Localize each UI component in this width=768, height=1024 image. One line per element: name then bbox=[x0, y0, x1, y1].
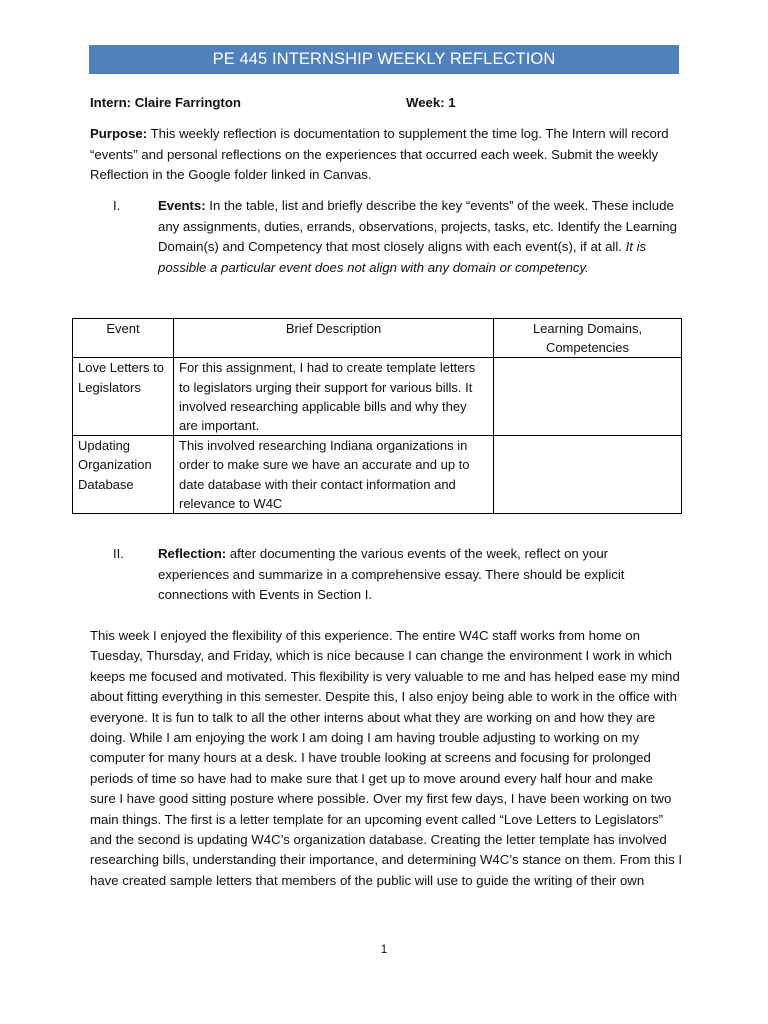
section-reflection-text: after documenting the various events of the week, reflect on your experiences and summarize in a comprehensive essay. There should be explicit connections with Events in Section I. bbox=[158, 546, 625, 603]
table-header-row bbox=[73, 319, 682, 358]
section-events-instructions bbox=[158, 196, 678, 278]
page-number: 1 bbox=[380, 942, 388, 956]
purpose-paragraph bbox=[90, 124, 678, 186]
description-cell: For this assignment, I had to create template letters to legislators urging their support for various bills. It involved researching applicable bills and why they are important. bbox=[174, 358, 494, 436]
table-row bbox=[73, 436, 682, 514]
description-cell: This involved researching Indiana organizations in order to make sure we have an accurate and up to date database with their contact information and relevance to W4C bbox=[174, 436, 494, 514]
document-title: PE 445 INTERNSHIP WEEKLY REFLECTION bbox=[89, 45, 679, 74]
header-event: Event bbox=[73, 319, 174, 358]
intern-name: Intern: Claire Farrington bbox=[90, 95, 241, 110]
header-description: Brief Description bbox=[174, 319, 494, 358]
purpose-text: This weekly reflection is documentation to supplement the time log. The Intern will record “events” and personal reflections on the experiences that occurred each week. Submit the weekly Reflection in the Google folder linked in Canvas. bbox=[90, 126, 669, 183]
week-number: Week: 1 bbox=[406, 95, 456, 110]
event-cell: Love Letters to Legislators bbox=[73, 358, 174, 436]
event-cell: Updating Organization Database bbox=[73, 436, 174, 514]
events-table bbox=[72, 318, 682, 514]
section-events-label: Events: bbox=[158, 198, 206, 213]
section-number: I. bbox=[113, 198, 121, 213]
section-reflection-instructions bbox=[158, 544, 678, 606]
domains-cell bbox=[494, 358, 682, 436]
reflection-essay: This week I enjoyed the flexibility of this experience. The entire W4C staff works from home on Tuesday, Thursday, and Friday, which is nice because I can change the environment I work in which keeps me focused and motivated. This flexibility is very valuable to me and has helped ease my mind about fitting everything in this semester. Despite this, I also enjoy being able to work in the office with everyone. It is fun to talk to all the other interns about what they are working on and how they are doing. While I am enjoying the work I am doing I am having trouble adjusting to working on my computer for many hours at a desk. I have trouble looking at screens and focusing for prolonged periods of time so have had to make sure that I get up to move around every half hour and make sure I have good sitting posture where possible. Over my first few days, I have been working on two main things. The first is a letter template for an upcoming event called “Love Letters to Legislators” and the second is updating W4C’s organization database. Creating the letter template has involved researching bills, understanding their importance, and determining W4C’s stance on them. From this I have created sample letters that members of the public will use to guide the writing of their own bbox=[90, 628, 683, 888]
section-events-note: It is possible a particular event does not align with any domain or competency. bbox=[158, 239, 647, 275]
header-domains: Learning Domains, Competencies bbox=[494, 319, 682, 358]
table-row bbox=[73, 358, 682, 436]
section-events-text: In the table, list and briefly describe the key “events” of the week. These include any assignments, duties, errands, observations, projects, tasks, etc. Identify the Learning Domain(s) and Competency that most closely aligns with each event(s), if at all. bbox=[158, 198, 677, 255]
section-number: II. bbox=[113, 546, 124, 561]
purpose-label: Purpose: bbox=[90, 126, 148, 141]
section-reflection-label: Reflection: bbox=[158, 546, 227, 561]
domains-cell bbox=[494, 436, 682, 514]
